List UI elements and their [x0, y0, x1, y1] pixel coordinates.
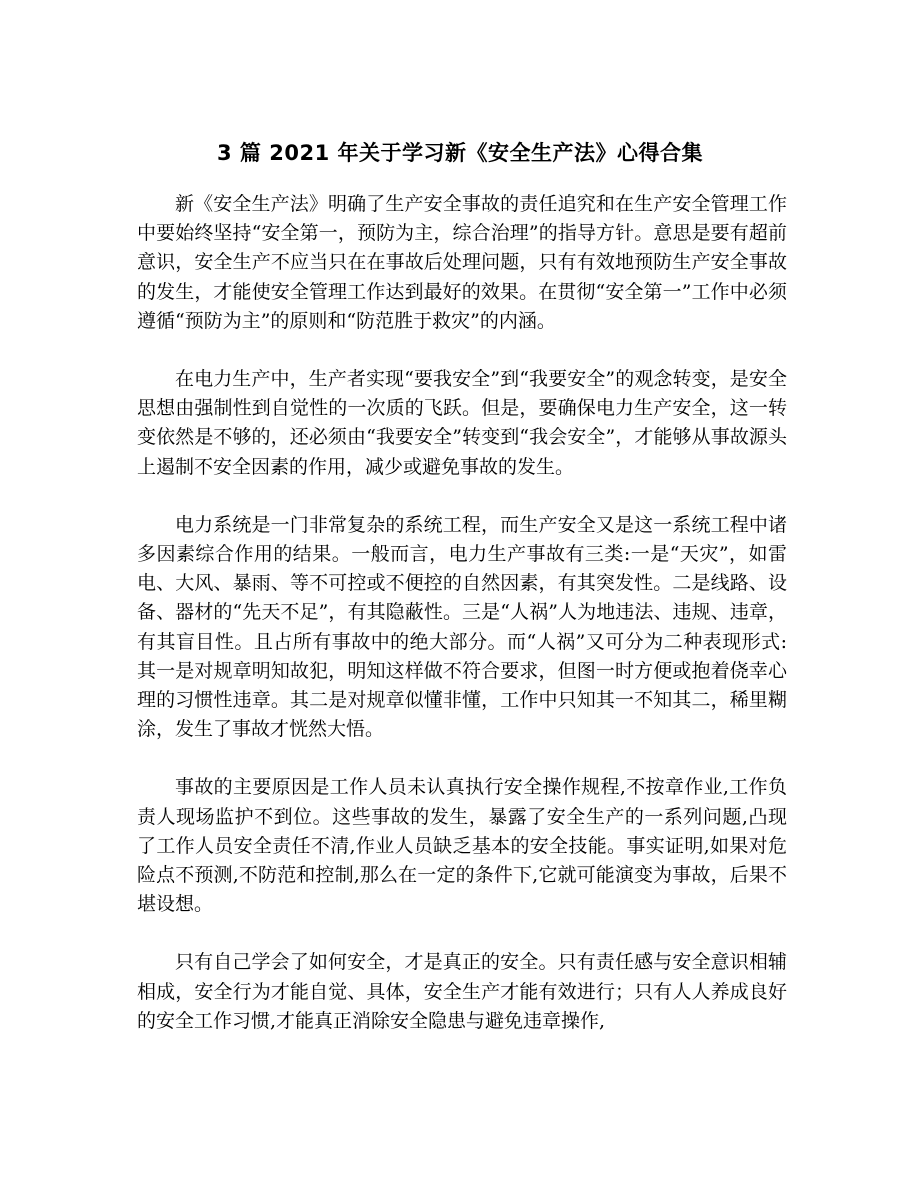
- paragraph: 只有自己学会了如何安全，才是真正的安全。只有责任感与安全意识相辅相成，安全行为才能自觉、具体，安全生产才能有效进行；只有人人养成良好的安全工作习惯,才能真正消除安全隐患与避免违章操作,: [137, 951, 787, 1032]
- paragraph: 电力系统是一门非常复杂的系统工程，而生产安全又是这一系统工程中诸多因素综合作用的结果。一般而言，电力生产事故有三类:一是“天灾”，如雷电、大风、暴雨、等不可控或不便控的自然因素，有其突发性。二是线路、设备、器材的“先天不足”，有其隐蔽性。三是“人祸”人为地违法、违规、违章，有其盲目性。且占所有事故中的绝大部分。而“人祸”又可分为二种表现形式:其一是对规章明知故犯，明知这样做不符合要求，但图一时方便或抱着侥幸心理的习惯性违章。其二是对规章似懂非懂，工作中只知其一不知其二，稀里糊涂，发生了事故才恍然大悟。: [137, 513, 787, 741]
- paragraph: 事故的主要原因是工作人员未认真执行安全操作规程,不按章作业,工作负责人现场监护不到位。这些事故的发生，暴露了安全生产的一系列问题,凸现了工作人员安全责任不清,作业人员缺乏基本的安全技能。事实证明,如果对危险点不预测,不防范和控制,那么在一定的条件下,它就可能演变为事故，后果不堪设想。: [137, 776, 787, 916]
- paragraph: 在电力生产中，生产者实现“要我安全”到“我要安全”的观念转变，是安全思想由强制性到自觉性的一次质的飞跃。但是，要确保电力生产安全，这一转变依然是不够的，还必须由“我要安全”转变到“我会安全”，才能够从事故源头上遏制不安全因素的作用，减少或避免事故的发生。: [137, 368, 787, 478]
- document-body: [137, 190, 787, 1065]
- document-title: 3 篇 2021 年关于学习新《安全生产法》心得合集: [217, 141, 703, 165]
- paragraph: 新《安全生产法》明确了生产安全事故的责任追究和在生产安全管理工作中要始终坚持“安全第一，预防为主，综合治理”的指导方针。意思是要有超前意识，安全生产不应当只在在事故后处理问题，只有有效地预防生产安全事故的发生，才能使安全管理工作达到最好的效果。在贯彻“安全第一”工作中必须遵循“预防为主”的原则和“防范胜于救灾”的内涵。: [137, 193, 787, 332]
